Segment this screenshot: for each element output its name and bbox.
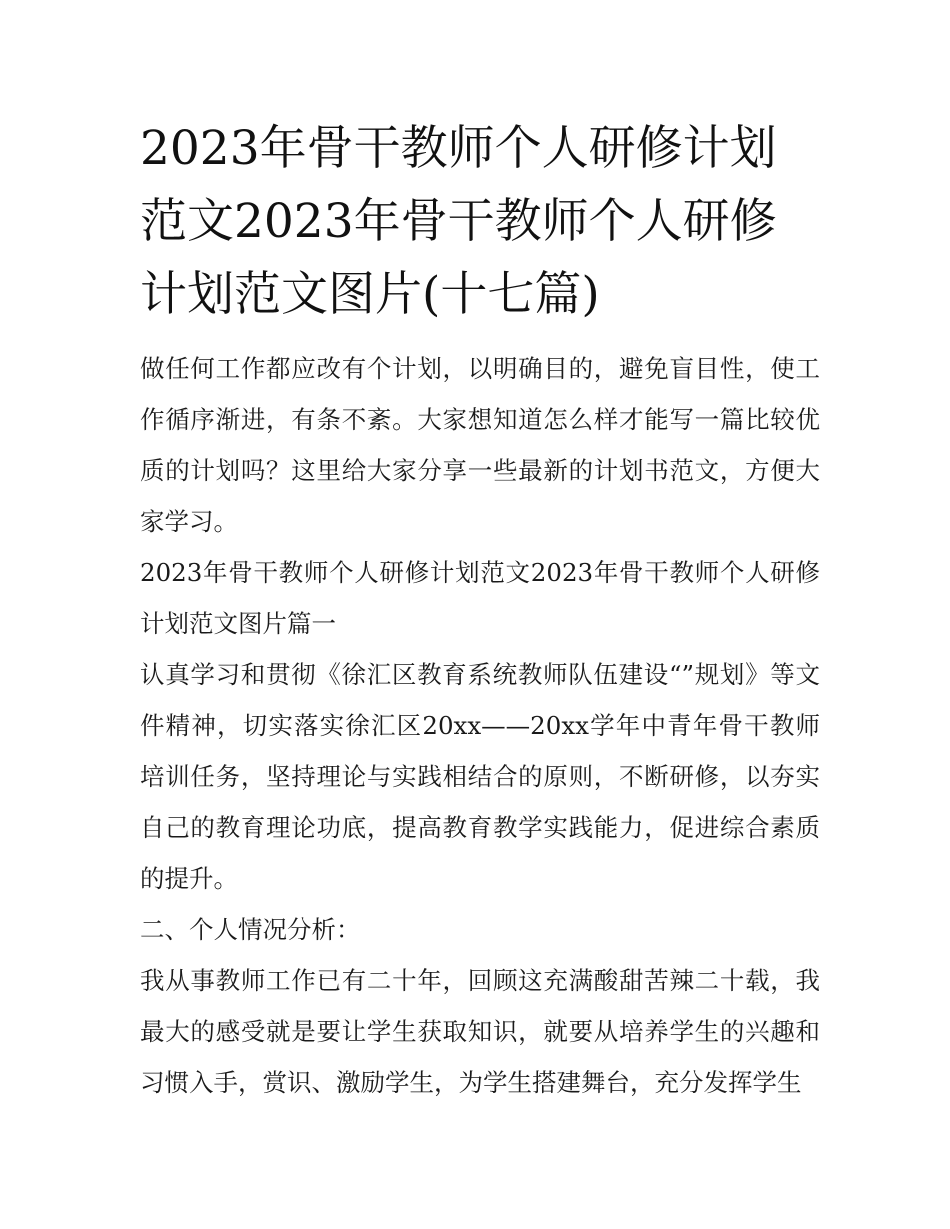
section-heading-personal-analysis: 二、个人情况分析： xyxy=(140,915,361,944)
document-title: 2023年骨干教师个人研修计划范文2023年骨干教师个人研修计划范文图片(十七篇) xyxy=(140,121,777,322)
body-paragraph: 认真学习和贯彻《徐汇区教育系统教师队伍建设“”规划》等文件精神，切实落实徐汇区20xx——20xx学年中青年骨干教师培训任务，坚持理论与实践相结合的原则，不断研修，以夯实自己的教育理论功底，提高教育教学实践能力，促进综合素质的提升。 xyxy=(140,660,820,893)
document-page xyxy=(140,112,820,1108)
section-heading-part-one: 2023年骨干教师个人研修计划范文2023年骨干教师个人研修计划范文图片篇一 xyxy=(140,558,820,638)
intro-paragraph: 做任何工作都应改有个计划，以明确目的，避免盲目性，使工作循序渐进，有条不紊。大家想知道怎么样才能写一篇比较优质的计划吗？这里给大家分享一些最新的计划书范文，方便大家学习。 xyxy=(140,354,820,536)
body-paragraph: 我从事教师工作已有二十年，回顾这充满酸甜苦辣二十载，我最大的感受就是要让学生获取知识，就要从培养学生的兴趣和习惯入手，赏识、激励学生，为学生搭建舞台，充分发挥学生 xyxy=(140,966,820,1097)
